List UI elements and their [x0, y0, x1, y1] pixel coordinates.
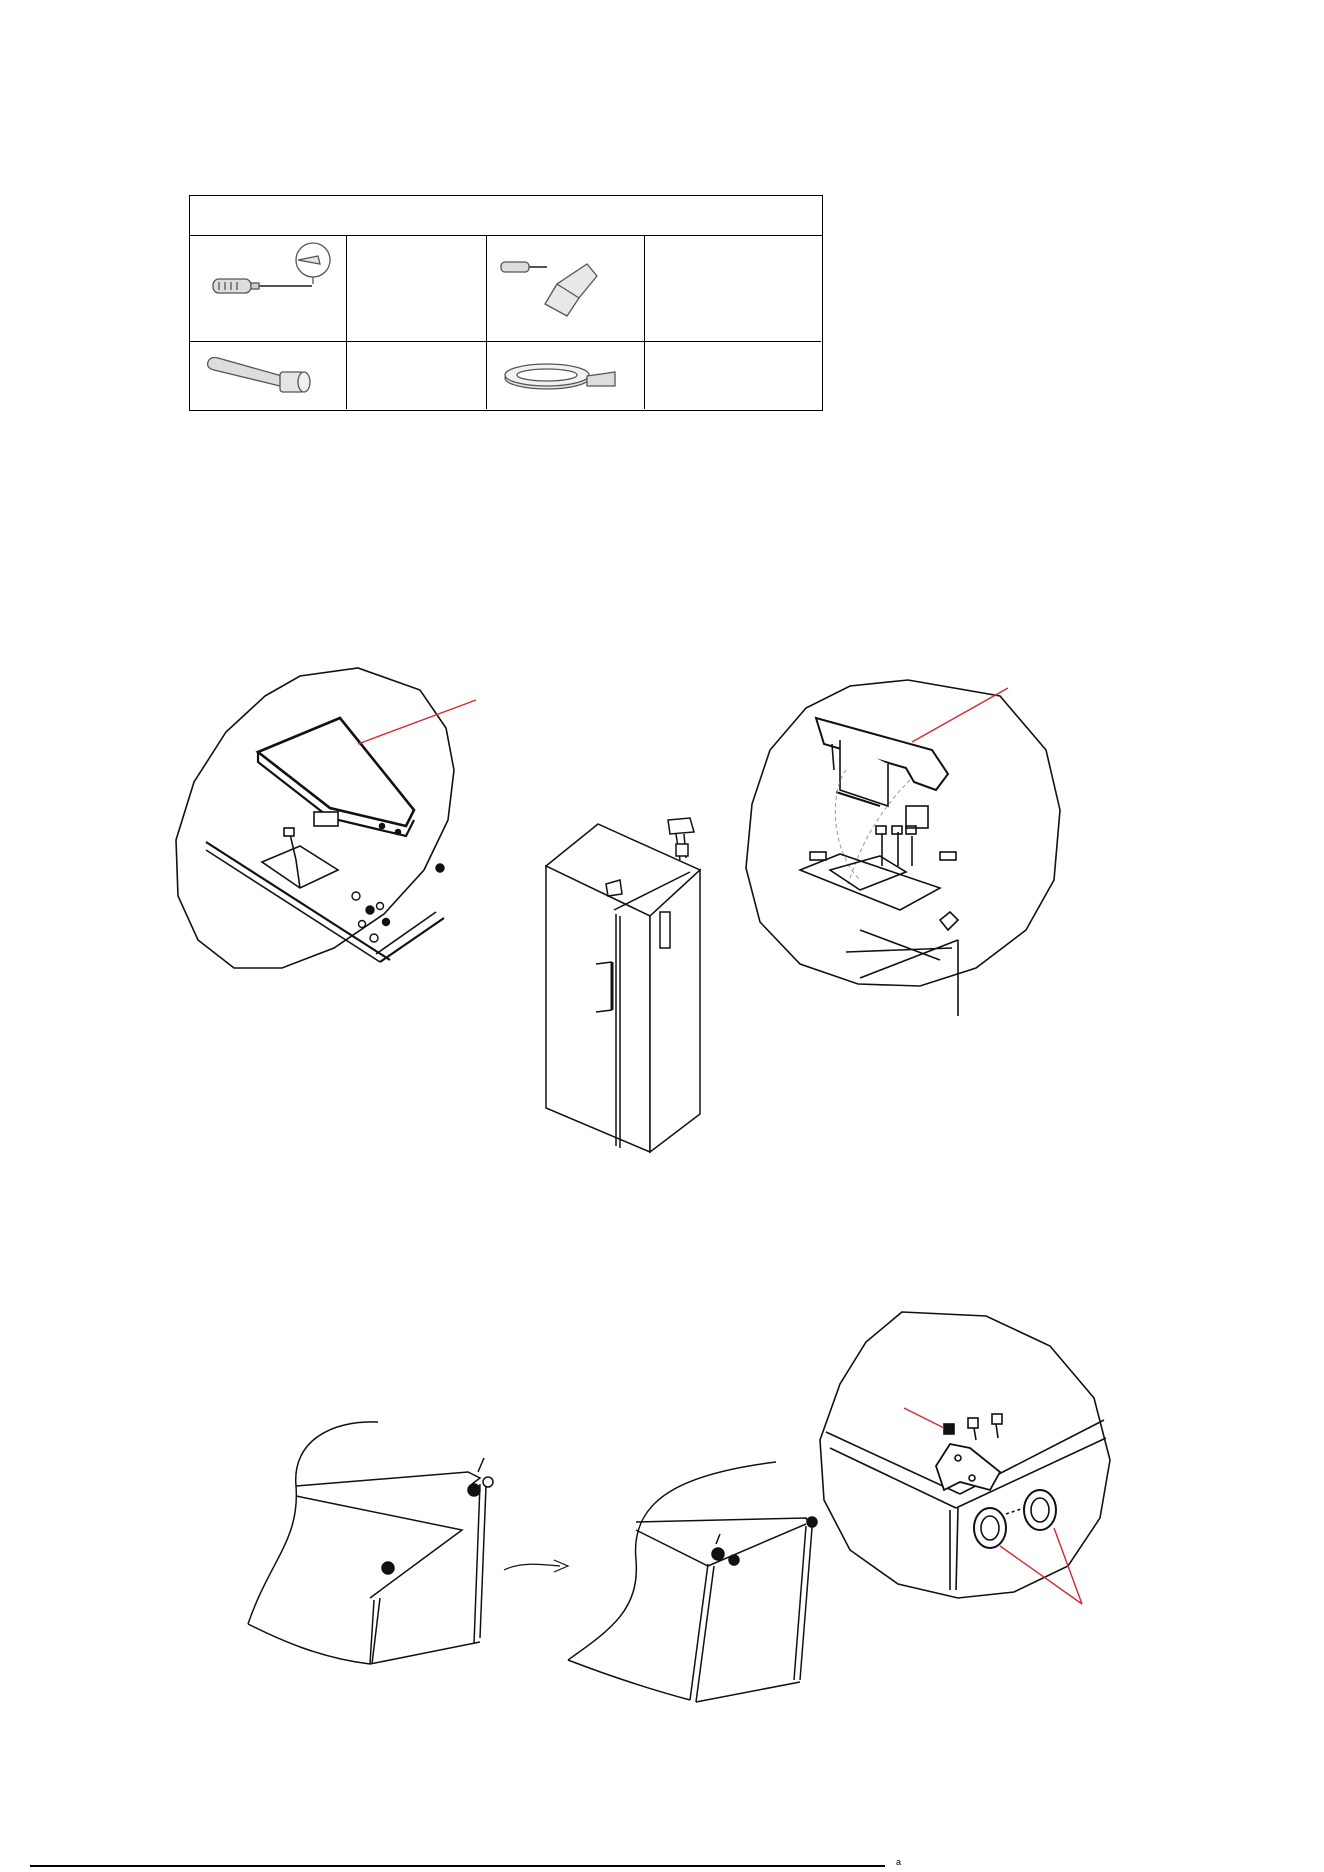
footer-mark: a [896, 1857, 902, 1867]
bottom-before [248, 1422, 568, 1664]
footer-rule [30, 1865, 885, 1867]
foot-caps-detail [820, 1312, 1110, 1604]
bottom-after [568, 1462, 817, 1702]
freezer-overview [546, 818, 700, 1152]
top-hinge-detail [746, 680, 1060, 1016]
top-cover-detail [176, 668, 476, 968]
